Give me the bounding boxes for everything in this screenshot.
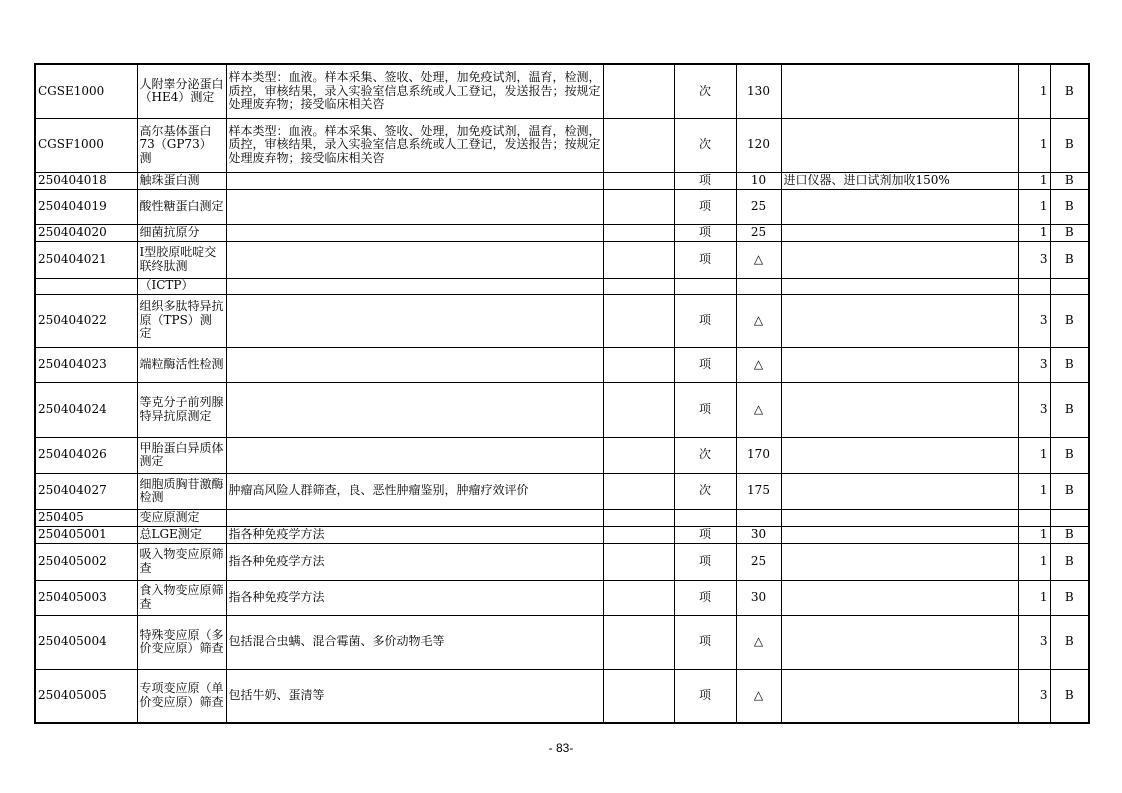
item-unit-text: 项 [698,527,711,541]
item-price [736,118,781,172]
item-name-text: 酸性糖蛋白测定 [139,199,224,213]
item-name-text: 人附睾分泌蛋白（HE4）测定 [139,77,224,105]
item-exclusions [603,172,674,189]
item-code-text: 250405004 [38,635,107,649]
item-grade [1050,382,1089,437]
item-class-text: 1 [1039,484,1048,498]
item-name-text: （ICTP） [139,279,194,293]
item-class-text: 3 [1039,689,1048,703]
item-code [35,580,137,615]
item-code-text: 250405001 [38,527,107,541]
item-class [1018,118,1050,172]
item-class [1018,615,1050,669]
item-class [1018,382,1050,437]
item-grade [1050,64,1089,118]
item-code-text: CGSE1000 [38,84,105,98]
item-unit-text: 项 [698,252,711,266]
item-unit-text: 项 [698,635,711,649]
item-grade [1050,615,1089,669]
page-number: - 83- [548,741,574,755]
item-content [226,172,603,189]
item-grade-text: B [1064,402,1074,416]
item-content [226,64,603,118]
item-name-text: 吸入物变应原筛查 [139,548,224,575]
item-price-text: △ [753,313,764,327]
item-price-text: △ [753,402,764,416]
item-code [35,347,137,382]
item-grade-text: B [1064,484,1074,498]
item-content [226,669,603,723]
item-price [736,473,781,509]
item-name-text: 端粒酶活性检测 [139,357,224,371]
item-code [35,437,137,473]
item-content [226,526,603,543]
item-grade-text: B [1064,199,1074,213]
item-price [736,615,781,669]
item-exclusions [603,64,674,118]
item-note-text: 进口仪器、进口试剂加收150% [783,173,950,187]
item-price [736,64,781,118]
item-grade [1050,224,1089,241]
item-class [1018,580,1050,615]
item-name [137,118,226,172]
item-name-text: 细胞质胸苷激酶检测 [139,477,224,504]
item-code-text: 250404024 [38,402,107,416]
table-row [35,543,1089,580]
item-code-text: 250404020 [38,225,107,239]
table-row [35,615,1089,669]
item-grade-text: B [1064,84,1074,98]
item-unit [674,615,736,669]
item-class [1018,347,1050,382]
item-exclusions [603,669,674,723]
item-name [137,172,226,189]
item-price-text: △ [753,635,764,649]
item-unit [674,224,736,241]
table-row [35,64,1089,118]
item-code-text: 250404019 [38,199,107,213]
item-code [35,189,137,224]
item-name [137,278,226,294]
item-unit-text: 次 [698,484,711,498]
item-note [781,669,1018,723]
item-exclusions [603,473,674,509]
item-unit-text: 项 [698,313,711,327]
table-row [35,241,1089,278]
item-name-text: 触珠蛋白测 [139,173,200,187]
item-name-text: 总LGE测定 [139,527,202,541]
item-name [137,526,226,543]
item-grade-text: B [1064,448,1074,462]
item-name-text: 组织多肽特异抗原（TPS）测定 [139,300,224,341]
item-price [736,347,781,382]
item-class-text: 1 [1039,225,1048,239]
item-note [781,172,1018,189]
item-class [1018,189,1050,224]
item-exclusions [603,437,674,473]
item-class [1018,224,1050,241]
item-note [781,509,1018,526]
item-grade-text: B [1064,357,1074,371]
item-class [1018,526,1050,543]
item-unit-text: 项 [698,357,711,371]
item-content [226,294,603,347]
item-price [736,172,781,189]
item-class-text: 1 [1039,138,1048,152]
item-note [781,64,1018,118]
item-code-text: 250404023 [38,357,107,371]
item-note [781,278,1018,294]
table-row [35,669,1089,723]
item-code [35,118,137,172]
item-name [137,64,226,118]
item-exclusions [603,509,674,526]
item-unit [674,241,736,278]
table-row [35,526,1089,543]
item-class [1018,172,1050,189]
item-grade [1050,526,1089,543]
item-name-text: 细菌抗原分 [139,225,200,239]
item-grade [1050,278,1089,294]
item-price-text: 175 [747,484,770,498]
item-class [1018,64,1050,118]
item-unit-text: 项 [698,590,711,604]
item-name-text: 高尔基体蛋白73（GP73）测 [139,124,212,165]
item-exclusions [603,526,674,543]
item-content-text: 指各种免疫学方法 [228,527,325,541]
item-code [35,278,137,294]
item-content [226,473,603,509]
item-exclusions [603,278,674,294]
item-class-text: 1 [1039,527,1048,541]
item-code-text: CGSF1000 [38,138,104,152]
item-unit [674,437,736,473]
item-note [781,580,1018,615]
item-price-text: 25 [750,199,767,213]
item-grade-text: B [1064,527,1074,541]
item-class-text: 1 [1039,84,1048,98]
item-name [137,473,226,509]
item-price-text: 130 [747,84,770,98]
item-unit [674,543,736,580]
item-price [736,509,781,526]
item-name-text: I型胶原吡啶交联终肽测 [139,246,217,273]
item-unit [674,382,736,437]
item-grade-text: B [1064,689,1074,703]
item-class-text: 3 [1039,313,1048,327]
item-note [781,526,1018,543]
item-unit-text: 项 [698,402,711,416]
item-price-text: 120 [747,138,770,152]
item-code [35,669,137,723]
item-code [35,224,137,241]
item-unit-text: 次 [698,138,711,152]
item-class-text: 3 [1039,357,1048,371]
item-unit [674,294,736,347]
item-class-text: 3 [1039,252,1048,266]
item-name [137,224,226,241]
item-unit [674,526,736,543]
item-price [736,382,781,437]
item-class [1018,473,1050,509]
item-price [736,543,781,580]
table-row [35,224,1089,241]
item-name [137,241,226,278]
item-unit [674,64,736,118]
item-class [1018,669,1050,723]
item-unit-text: 项 [698,689,711,703]
item-exclusions [603,382,674,437]
item-name [137,189,226,224]
item-price-text: 25 [750,554,767,568]
item-code-text: 250404026 [38,448,107,462]
item-code-text: 250405 [38,510,84,524]
item-name-text: 食入物变应原筛查 [139,584,224,611]
table-row [35,580,1089,615]
item-content-text: 指各种免疫学方法 [228,590,325,604]
item-exclusions [603,543,674,580]
item-unit [674,189,736,224]
item-unit-text: 次 [698,84,711,98]
item-content [226,509,603,526]
item-code-text: 250405003 [38,590,107,604]
item-code [35,473,137,509]
item-name [137,347,226,382]
item-name [137,543,226,580]
item-note [781,437,1018,473]
item-price-text: △ [753,357,764,371]
item-name [137,382,226,437]
item-content [226,278,603,294]
item-content [226,189,603,224]
item-grade-text: B [1064,313,1074,327]
item-grade [1050,347,1089,382]
table-row [35,382,1089,437]
item-unit [674,172,736,189]
item-grade [1050,473,1089,509]
table-row [35,189,1089,224]
item-class-text: 1 [1039,448,1048,462]
item-class [1018,509,1050,526]
item-name-text: 等克分子前列腺特异抗原测定 [139,396,224,423]
item-content [226,118,603,172]
table-row [35,509,1089,526]
item-content [226,347,603,382]
item-grade [1050,669,1089,723]
item-code [35,382,137,437]
item-content-text: 包括牛奶、蛋清等 [228,689,325,703]
item-code [35,615,137,669]
item-name-text: 甲胎蛋白异质体测定 [139,441,224,468]
item-code [35,172,137,189]
item-code-text: 250405002 [38,554,107,568]
item-unit [674,669,736,723]
item-class [1018,543,1050,580]
item-code [35,526,137,543]
item-content [226,224,603,241]
item-content [226,543,603,580]
item-class-text: 1 [1039,554,1048,568]
item-content-text: 肿瘤高风险人群筛查，良、恶性肿瘤鉴别，肿瘤疗效评价 [228,484,529,498]
item-price-text: 170 [747,448,770,462]
item-name-text: 变应原测定 [139,510,200,524]
item-content-text: 包括混合虫螨、混合霉菌、多价动物毛等 [228,635,445,649]
item-grade [1050,189,1089,224]
item-name [137,294,226,347]
item-exclusions [603,189,674,224]
item-unit [674,118,736,172]
item-name [137,437,226,473]
item-content [226,615,603,669]
fee-table [34,63,1090,724]
item-name [137,669,226,723]
item-class [1018,294,1050,347]
item-code [35,241,137,278]
item-content-text: 指各种免疫学方法 [228,554,325,568]
item-code-text: 250405005 [38,689,107,703]
item-unit-text: 项 [698,225,711,239]
item-grade [1050,580,1089,615]
item-note [781,615,1018,669]
item-code-text: 250404022 [38,313,107,327]
item-grade [1050,543,1089,580]
item-unit-text: 项 [698,554,711,568]
item-unit [674,473,736,509]
item-class [1018,241,1050,278]
item-grade-text: B [1064,252,1074,266]
table-row [35,118,1089,172]
item-grade [1050,118,1089,172]
item-grade [1050,437,1089,473]
item-content-text: 样本类型：血液。样本采集、签收、处理，加免疫试剂，温育，检测，质控，审核结果，录入实验室信息系统或人工登记，发送报告；按规定处理废弃物；接受临床相关咨 [228,71,601,111]
table-row [35,437,1089,473]
item-name [137,615,226,669]
item-unit [674,278,736,294]
item-note [781,382,1018,437]
item-price [736,437,781,473]
item-code [35,543,137,580]
table-row [35,172,1089,189]
item-grade [1050,509,1089,526]
item-price [736,224,781,241]
item-unit-text: 次 [698,448,711,462]
item-note [781,543,1018,580]
item-code-text: 250404027 [38,484,107,498]
item-note [781,294,1018,347]
item-grade-text: B [1064,225,1074,239]
item-note [781,241,1018,278]
item-exclusions [603,224,674,241]
item-grade [1050,172,1089,189]
item-price [736,278,781,294]
item-note [781,473,1018,509]
item-grade [1050,294,1089,347]
item-class-text: 1 [1039,199,1048,213]
item-price [736,526,781,543]
item-note [781,189,1018,224]
item-grade [1050,241,1089,278]
table-row [35,278,1089,294]
item-note [781,118,1018,172]
item-exclusions [603,294,674,347]
table-row [35,294,1089,347]
item-class [1018,437,1050,473]
item-price-text: 10 [750,173,767,187]
table-row [35,347,1089,382]
item-content-text: 样本类型：血液。样本采集、签收、处理，加免疫试剂，温育，检测，质控，审核结果，录入实验室信息系统或人工登记，发送报告；按规定处理废弃物；接受临床相关咨 [228,124,601,165]
item-price-text: △ [753,252,764,266]
table-row [35,473,1089,509]
item-unit-text: 项 [698,173,711,187]
item-name-text: 特殊变应原（多价变应原）筛查 [139,628,224,655]
item-code-text: 250404018 [38,173,107,187]
item-price-text: △ [753,689,764,703]
item-unit-text: 项 [698,199,711,213]
item-code [35,294,137,347]
item-content [226,437,603,473]
item-price-text: 30 [750,590,767,604]
item-content [226,382,603,437]
item-content [226,241,603,278]
item-price [736,669,781,723]
item-exclusions [603,615,674,669]
item-grade-text: B [1064,635,1074,649]
item-price [736,189,781,224]
item-code-text: 250404021 [38,252,107,266]
item-class [1018,278,1050,294]
item-class-text: 3 [1039,402,1048,416]
item-grade-text: B [1064,590,1074,604]
item-name [137,509,226,526]
item-grade-text: B [1064,173,1074,187]
item-name [137,580,226,615]
item-note [781,224,1018,241]
item-exclusions [603,580,674,615]
item-price [736,580,781,615]
item-content [226,580,603,615]
item-class-text: 1 [1039,173,1048,187]
item-price [736,241,781,278]
item-unit [674,509,736,526]
item-grade-text: B [1064,554,1074,568]
item-code [35,64,137,118]
item-name-text: 专项变应原（单价变应原）筛查 [139,682,224,709]
item-exclusions [603,347,674,382]
item-class-text: 3 [1039,635,1048,649]
item-unit [674,580,736,615]
item-price-text: 30 [750,527,767,541]
item-exclusions [603,118,674,172]
item-class-text: 1 [1039,590,1048,604]
item-price [736,294,781,347]
item-exclusions [603,241,674,278]
item-unit [674,347,736,382]
item-note [781,347,1018,382]
item-price-text: 25 [750,225,767,239]
item-code [35,509,137,526]
item-grade-text: B [1064,138,1074,152]
